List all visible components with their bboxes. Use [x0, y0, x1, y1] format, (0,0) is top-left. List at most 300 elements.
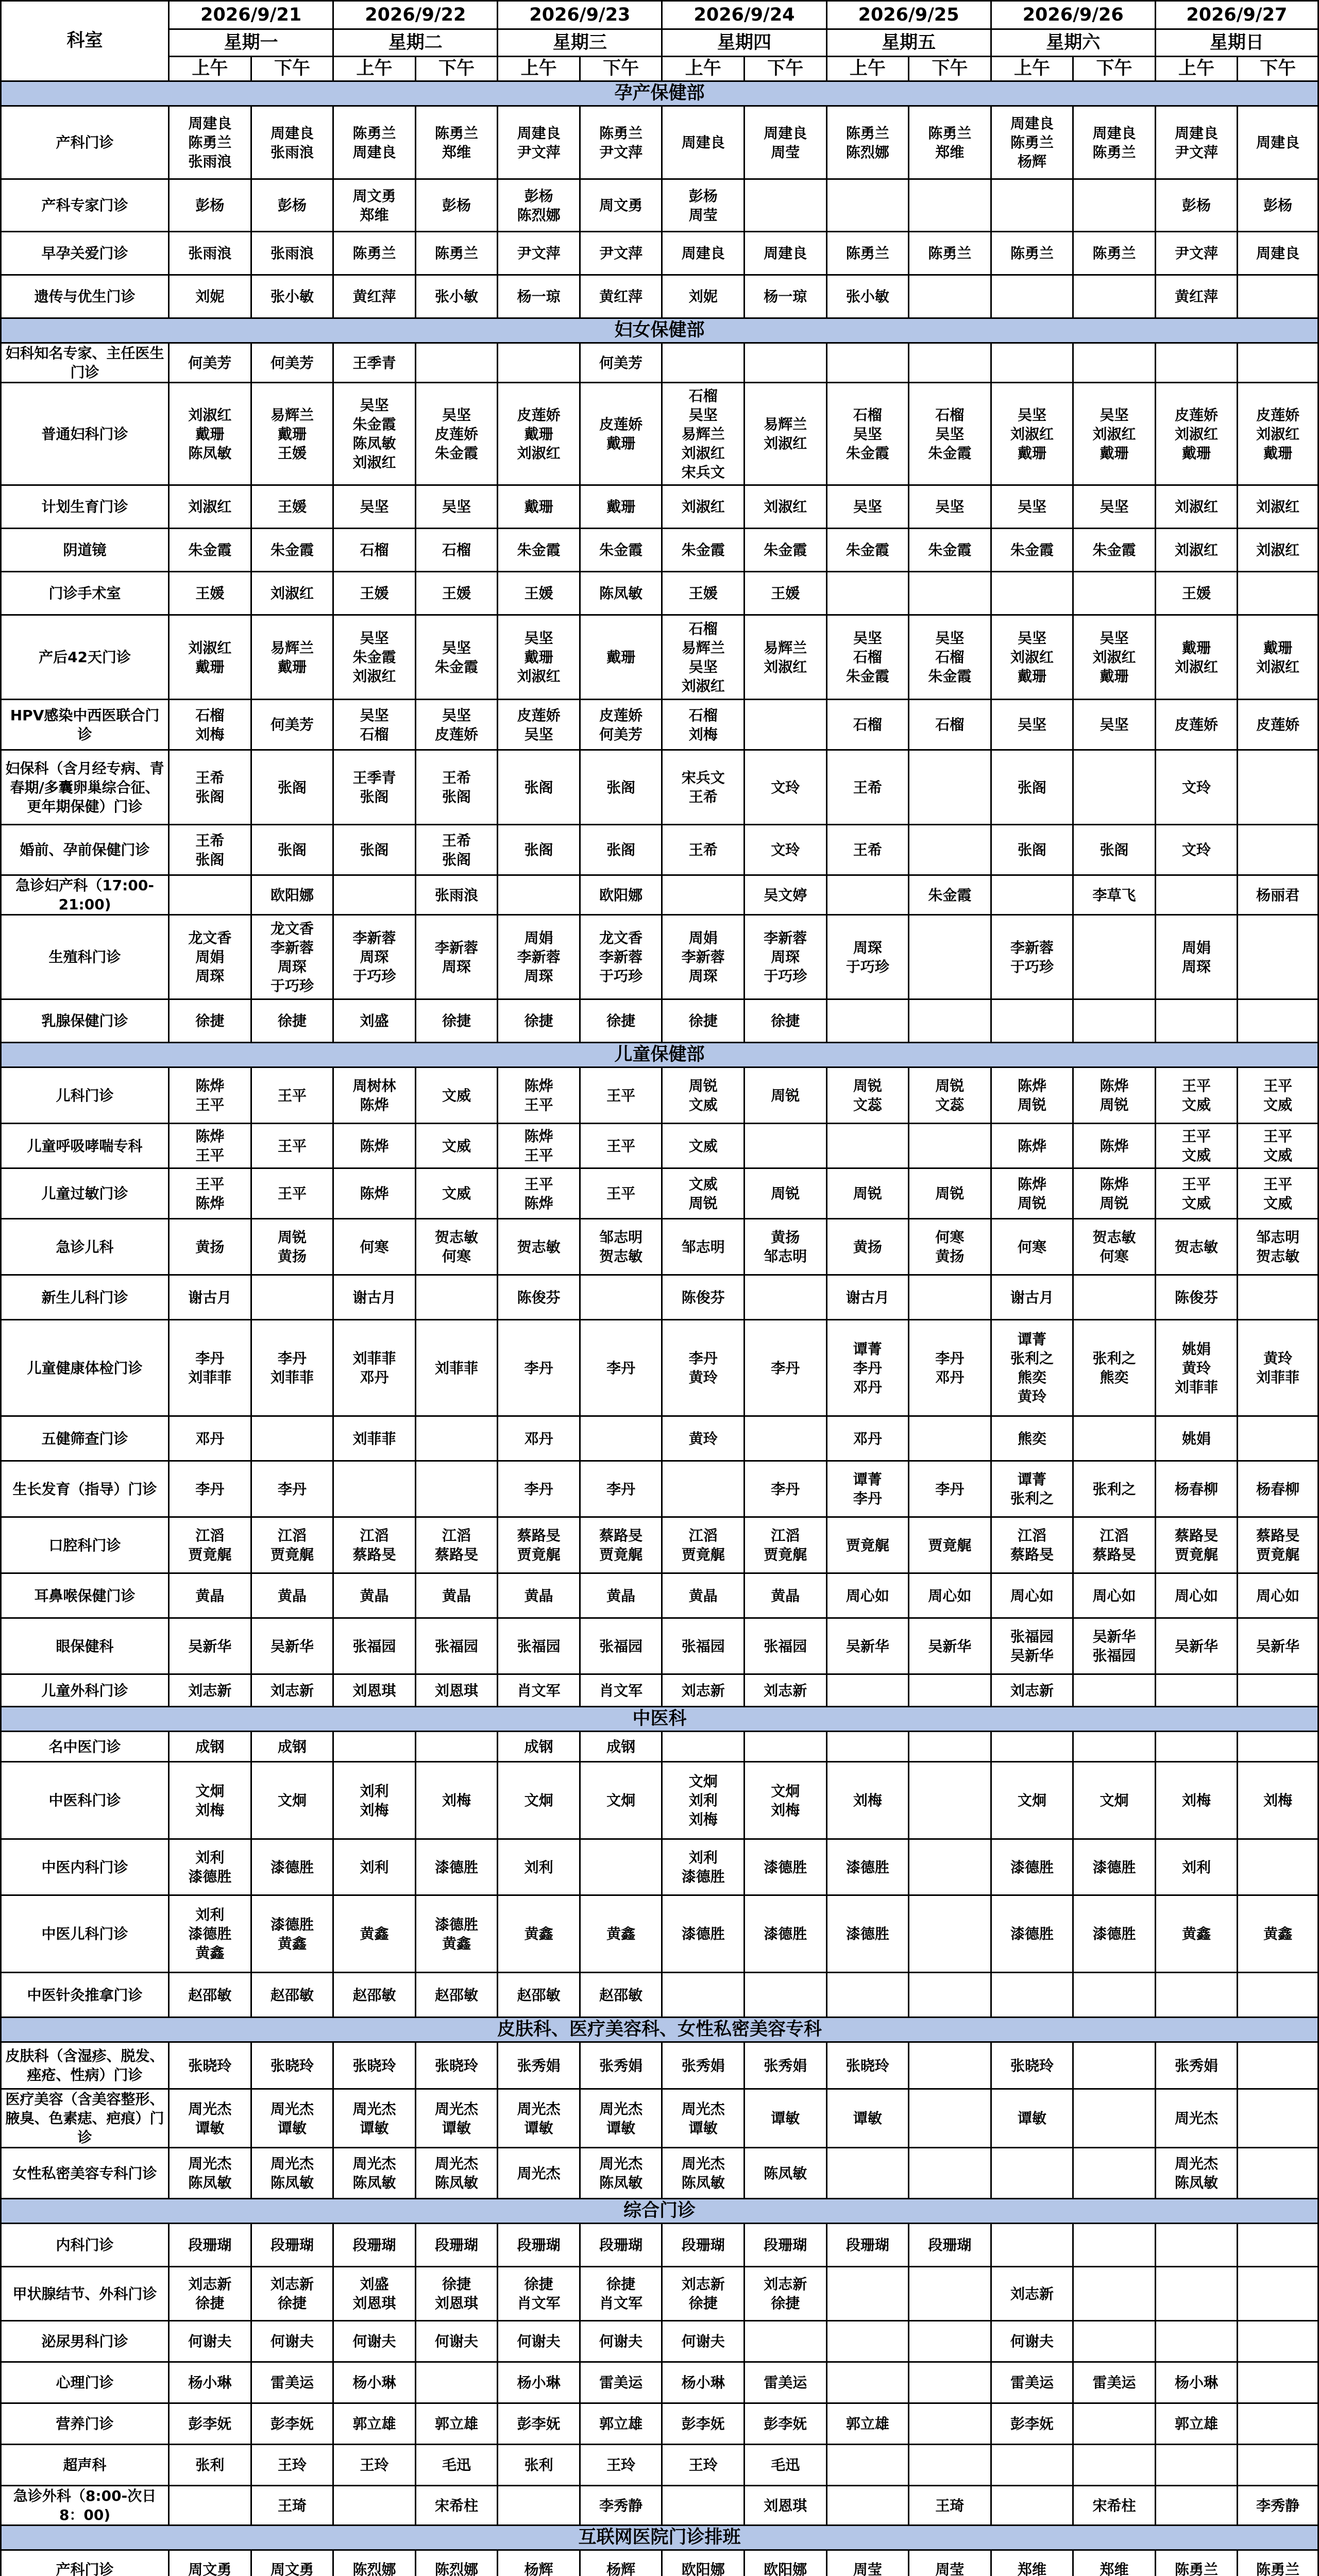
doctor-cell-pm: 吴坚 刘淑红 戴珊: [1073, 383, 1156, 485]
dept-name: 儿童呼吸哮喘专科: [1, 1124, 169, 1168]
doctor-cell-pm: 文威: [415, 1124, 498, 1168]
doctor-cell-am: 张福园: [498, 1618, 580, 1674]
doctor-cell-pm: [1073, 2042, 1156, 2089]
doctor-cell-am: 陈勇兰: [1155, 2550, 1238, 2576]
doctor-cell-am: 周光杰 陈凤敏: [333, 2148, 416, 2199]
doctor-cell-pm: 刘志新 徐捷: [251, 2267, 333, 2321]
doctor-cell-am: 熊奕: [991, 1416, 1073, 1461]
doctor-cell-pm: 李丹: [580, 1461, 662, 1517]
dept-name: 急诊儿科: [1, 1219, 169, 1275]
doctor-cell-pm: 江滔 贾竟艉: [745, 1517, 827, 1573]
section-title: 互联网医院门诊排班: [1, 2526, 1318, 2550]
section-title: 儿童保健部: [1, 1043, 1318, 1067]
doctor-cell-am: 周光杰: [498, 2148, 580, 2199]
doctor-cell-am: 邓丹: [498, 1416, 580, 1461]
dept-name: 甲状腺结节、外科门诊: [1, 2267, 169, 2321]
doctor-cell-pm: [251, 1275, 333, 1320]
doctor-cell-pm: 刘志新: [251, 1674, 333, 1707]
doctor-cell-am: 张雨浪: [169, 232, 251, 275]
doctor-cell-pm: 郭立雄: [580, 2403, 662, 2445]
dept-name: 女性私密美容专科门诊: [1, 2148, 169, 2199]
doctor-cell-pm: [1238, 1275, 1318, 1320]
doctor-cell-am: 漆德胜: [826, 1839, 909, 1895]
doctor-cell-am: 江滔 贾竟艉: [662, 1517, 745, 1573]
doctor-cell-am: [991, 2148, 1073, 2199]
doctor-cell-pm: 徐捷: [251, 999, 333, 1043]
doctor-cell-am: 周文勇 郑维: [333, 179, 416, 232]
table-row: [1, 1067, 1318, 1124]
doctor-cell-am: 漆德胜: [826, 1895, 909, 1973]
doctor-cell-am: [826, 1973, 909, 2018]
doctor-cell-am: 江滔 贾竟艉: [169, 1517, 251, 1573]
doctor-cell-pm: 黄晶: [745, 1573, 827, 1618]
doctor-cell-am: 周建良: [662, 106, 745, 179]
doctor-cell-am: [991, 999, 1073, 1043]
doctor-cell-am: 陈勇兰: [333, 232, 416, 275]
doctor-cell-pm: 易辉兰 刘淑红: [745, 383, 827, 485]
doctor-cell-pm: [1073, 2445, 1156, 2486]
doctor-cell-am: [333, 2486, 416, 2526]
doctor-cell-am: 龙文香 周娟 周琛: [169, 915, 251, 999]
doctor-cell-pm: 文威: [415, 1067, 498, 1124]
doctor-cell-am: 周心如: [1155, 1573, 1238, 1618]
doctor-cell-am: 段珊瑚: [826, 2224, 909, 2267]
doctor-cell-pm: 周光杰 陈凤敏: [580, 2148, 662, 2199]
doctor-cell-am: 周光杰 谭敏: [662, 2089, 745, 2148]
doctor-cell-pm: 雷美运: [580, 2362, 662, 2403]
table-row: [1, 2403, 1318, 2445]
weekday-header: 星期一: [169, 29, 333, 57]
doctor-cell-am: 周文勇: [169, 2550, 251, 2576]
doctor-cell-am: 谭菁 张利之: [991, 1461, 1073, 1517]
doctor-cell-pm: 陈勇兰 郑维: [909, 106, 991, 179]
doctor-cell-pm: 郑维: [1073, 2550, 1156, 2576]
table-row: [1, 1732, 1318, 1762]
doctor-cell-pm: 戴珊: [580, 615, 662, 700]
doctor-cell-pm: 周锐: [745, 1168, 827, 1219]
dept-name: 中医儿科门诊: [1, 1895, 169, 1973]
doctor-cell-pm: [1073, 750, 1156, 825]
doctor-cell-am: 文炯: [991, 1762, 1073, 1839]
pm-header: 下午: [415, 57, 498, 81]
doctor-cell-am: 刘淑红 戴珊: [169, 615, 251, 700]
doctor-cell-pm: 成钢: [580, 1732, 662, 1762]
doctor-cell-am: 周锐: [826, 1168, 909, 1219]
doctor-cell-am: 漆德胜: [662, 1895, 745, 1973]
doctor-cell-pm: 江滔 蔡路旻: [1073, 1517, 1156, 1573]
doctor-cell-pm: [1238, 1674, 1318, 1707]
doctor-cell-am: 吴坚: [826, 485, 909, 529]
doctor-cell-pm: 王平 文威: [1238, 1168, 1318, 1219]
doctor-cell-am: 文炯 刘利 刘梅: [662, 1762, 745, 1839]
doctor-cell-pm: 李丹: [745, 1461, 827, 1517]
dept-name: 中医科门诊: [1, 1762, 169, 1839]
doctor-cell-am: 戴珊 刘淑红: [1155, 615, 1238, 700]
doctor-cell-pm: 王希 张阁: [415, 750, 498, 825]
doctor-cell-am: 黄扬: [169, 1219, 251, 1275]
table-row: [1, 750, 1318, 825]
table-row: [1, 2445, 1318, 2486]
table-row: [1, 2362, 1318, 2403]
doctor-cell-am: 何谢夫: [662, 2321, 745, 2362]
doctor-cell-pm: [909, 915, 991, 999]
doctor-cell-pm: 李新蓉 周琛: [415, 915, 498, 999]
doctor-cell-pm: 石榴 吴坚 朱金霞: [909, 383, 991, 485]
doctor-cell-am: 刘利 漆德胜: [169, 1839, 251, 1895]
doctor-cell-pm: 周建良: [1238, 232, 1318, 275]
doctor-cell-am: 肖文军: [498, 1674, 580, 1707]
doctor-cell-pm: [1238, 572, 1318, 615]
doctor-cell-pm: [1073, 1416, 1156, 1461]
doctor-cell-am: 赵邵敏: [169, 1973, 251, 2018]
doctor-cell-am: 刘梅: [826, 1762, 909, 1839]
doctor-cell-am: 陈勇兰: [991, 232, 1073, 275]
doctor-cell-pm: 周光杰 陈凤敏: [415, 2148, 498, 2199]
doctor-cell-am: 王媛: [1155, 572, 1238, 615]
doctor-cell-am: [991, 875, 1073, 915]
doctor-cell-am: 王季青 张阁: [333, 750, 416, 825]
doctor-cell-am: 徐捷 肖文军: [498, 2267, 580, 2321]
doctor-cell-am: 陈勇兰 陈烈娜: [826, 106, 909, 179]
doctor-cell-pm: 王媛: [745, 572, 827, 615]
doctor-cell-pm: 龙文香 李新蓉 周琛 于巧珍: [251, 915, 333, 999]
doctor-cell-am: 雷美运: [991, 2362, 1073, 2403]
doctor-cell-pm: 张利之 熊奕: [1073, 1320, 1156, 1416]
doctor-cell-pm: 赵邵敏: [580, 1973, 662, 2018]
doctor-cell-pm: 张秀娟: [745, 2042, 827, 2089]
doctor-cell-pm: [909, 2267, 991, 2321]
doctor-cell-pm: [745, 1416, 827, 1461]
doctor-cell-am: [826, 2445, 909, 2486]
date-header: 2026/9/22: [333, 1, 498, 29]
doctor-cell-pm: 漆德胜: [1073, 1839, 1156, 1895]
doctor-cell-pm: [415, 1275, 498, 1320]
doctor-cell-am: [826, 2321, 909, 2362]
table-row: [1, 875, 1318, 915]
doctor-cell-am: 赵邵敏: [498, 1973, 580, 2018]
dept-name: 儿童外科门诊: [1, 1674, 169, 1707]
doctor-cell-am: 黄晶: [498, 1573, 580, 1618]
table-row: [1, 1461, 1318, 1517]
section-title: 孕产保健部: [1, 81, 1318, 106]
dept-name: 超声科: [1, 2445, 169, 2486]
doctor-cell-pm: 吴坚 朱金霞: [415, 615, 498, 700]
table-row: [1, 825, 1318, 875]
doctor-cell-pm: 漆德胜: [1073, 1895, 1156, 1973]
dept-name: 心理门诊: [1, 2362, 169, 2403]
doctor-cell-am: 王玲: [662, 2445, 745, 2486]
doctor-cell-am: [991, 2486, 1073, 2526]
doctor-cell-am: [1155, 2267, 1238, 2321]
doctor-cell-pm: 王媛: [415, 572, 498, 615]
doctor-cell-am: [333, 1732, 416, 1762]
doctor-cell-am: 周建良 陈勇兰 张雨浪: [169, 106, 251, 179]
doctor-cell-am: [1155, 1732, 1238, 1762]
doctor-cell-pm: 段珊瑚: [580, 2224, 662, 2267]
doctor-cell-am: [333, 875, 416, 915]
doctor-cell-am: 杨春柳: [1155, 1461, 1238, 1517]
doctor-cell-am: 彭李妩: [991, 2403, 1073, 2445]
doctor-cell-pm: 徐捷: [415, 999, 498, 1043]
doctor-cell-pm: 陈勇兰 郑维: [415, 106, 498, 179]
doctor-cell-pm: [745, 1732, 827, 1762]
doctor-cell-pm: [909, 1674, 991, 1707]
table-row: [1, 1674, 1318, 1707]
doctor-cell-pm: 李丹: [909, 1461, 991, 1517]
doctor-cell-pm: 毛迅: [415, 2445, 498, 2486]
doctor-cell-pm: 陈烨 周锐: [1073, 1168, 1156, 1219]
doctor-cell-am: 尹文萍: [498, 232, 580, 275]
doctor-cell-pm: 徐捷: [745, 999, 827, 1043]
table-row: [1, 915, 1318, 999]
doctor-cell-pm: 彭李妩: [745, 2403, 827, 2445]
doctor-cell-pm: 蔡路旻 贾竟艉: [1238, 1517, 1318, 1573]
doctor-cell-pm: 张阁: [1073, 825, 1156, 875]
doctor-cell-am: 陈烨 王平: [169, 1067, 251, 1124]
doctor-cell-pm: [1238, 2362, 1318, 2403]
doctor-cell-am: 何寒: [991, 1219, 1073, 1275]
doctor-cell-am: 张阁: [333, 825, 416, 875]
doctor-cell-pm: [1238, 1416, 1318, 1461]
table-row: [1, 1762, 1318, 1839]
doctor-cell-pm: 易辉兰 戴珊 王媛: [251, 383, 333, 485]
doctor-cell-am: 黄鑫: [498, 1895, 580, 1973]
doctor-cell-am: 杨小琳: [1155, 2362, 1238, 2403]
doctor-cell-pm: 张雨浪: [251, 232, 333, 275]
doctor-cell-am: [662, 1973, 745, 2018]
doctor-cell-am: [1155, 875, 1238, 915]
doctor-cell-am: 刘淑红: [1155, 485, 1238, 529]
doctor-cell-pm: [415, 1461, 498, 1517]
doctor-cell-pm: [1238, 1973, 1318, 2018]
header-dept: 科室: [1, 1, 169, 81]
section-header-row: [1, 81, 1318, 106]
date-header: 2026/9/21: [169, 1, 333, 29]
doctor-cell-am: 李丹: [498, 1461, 580, 1517]
section-header-row: [1, 2199, 1318, 2224]
doctor-cell-pm: 李新蓉 周琛 于巧珍: [745, 915, 827, 999]
doctor-cell-am: 刘梅: [1155, 1762, 1238, 1839]
doctor-cell-pm: 刘淑红: [251, 572, 333, 615]
pm-header: 下午: [1073, 57, 1156, 81]
doctor-cell-pm: [909, 1895, 991, 1973]
dept-name: 泌尿男科门诊: [1, 2321, 169, 2362]
doctor-cell-am: 石榴: [826, 700, 909, 750]
doctor-cell-pm: 文玲: [745, 825, 827, 875]
doctor-cell-am: 石榴 吴坚 朱金霞: [826, 383, 909, 485]
doctor-cell-pm: 张阁: [580, 750, 662, 825]
doctor-cell-am: 王媛: [169, 572, 251, 615]
section-header-row: [1, 1707, 1318, 1732]
doctor-cell-pm: [1073, 1732, 1156, 1762]
doctor-cell-pm: 王平: [580, 1124, 662, 1168]
doctor-cell-pm: 漆德胜: [251, 1839, 333, 1895]
doctor-cell-am: [826, 2148, 909, 2199]
doctor-cell-am: 郭立雄: [826, 2403, 909, 2445]
table-row: [1, 343, 1318, 383]
doctor-cell-am: 黄玲: [662, 1416, 745, 1461]
doctor-cell-am: 李新蓉 周琛 于巧珍: [333, 915, 416, 999]
doctor-cell-am: 郑维: [991, 2550, 1073, 2576]
table-row: [1, 179, 1318, 232]
doctor-cell-am: 刘淑红 戴珊 陈凤敏: [169, 383, 251, 485]
doctor-cell-am: 周娟 李新蓉 周琛: [662, 915, 745, 999]
doctor-cell-am: 杨小琳: [662, 2362, 745, 2403]
doctor-cell-am: 刘淑红: [169, 485, 251, 529]
doctor-cell-pm: 王平: [580, 1168, 662, 1219]
doctor-cell-am: 何美芳: [169, 343, 251, 383]
doctor-cell-pm: [745, 1275, 827, 1320]
doctor-cell-am: 邓丹: [826, 1416, 909, 1461]
table-row: [1, 2550, 1318, 2576]
doctor-cell-pm: 郭立雄: [415, 2403, 498, 2445]
doctor-cell-am: [991, 343, 1073, 383]
doctor-cell-am: [662, 343, 745, 383]
date-header: 2026/9/24: [662, 1, 826, 29]
doctor-cell-am: 吴坚 朱金霞 刘淑红: [333, 615, 416, 700]
table-row: [1, 700, 1318, 750]
doctor-cell-am: 石榴 易辉兰 吴坚 刘淑红: [662, 615, 745, 700]
dept-name: 急诊妇产科（17:00-21:00): [1, 875, 169, 915]
doctor-cell-am: 张阁: [498, 750, 580, 825]
doctor-cell-pm: 黄晶: [580, 1573, 662, 1618]
table-row: [1, 2224, 1318, 2267]
doctor-cell-pm: 黄晶: [415, 1573, 498, 1618]
doctor-cell-am: 张秀娟: [1155, 2042, 1238, 2089]
doctor-cell-am: 杨小琳: [498, 2362, 580, 2403]
pm-header: 下午: [909, 57, 991, 81]
doctor-cell-pm: [1238, 2445, 1318, 2486]
doctor-cell-am: [826, 2267, 909, 2321]
doctor-cell-am: [991, 1732, 1073, 1762]
doctor-cell-am: 张阁: [498, 825, 580, 875]
doctor-cell-pm: 张福园: [580, 1618, 662, 1674]
doctor-cell-am: 尹文萍: [1155, 232, 1238, 275]
dept-name: 婚前、孕前保健门诊: [1, 825, 169, 875]
doctor-cell-am: 刘恩琪: [333, 1674, 416, 1707]
doctor-cell-am: 朱金霞: [826, 529, 909, 572]
doctor-cell-am: 黄红萍: [333, 275, 416, 318]
doctor-cell-pm: 文玲: [745, 750, 827, 825]
dept-name: 眼保健科: [1, 1618, 169, 1674]
doctor-cell-am: 张小敏: [826, 275, 909, 318]
section-title: 综合门诊: [1, 2199, 1318, 2224]
dept-name: 营养门诊: [1, 2403, 169, 2445]
doctor-cell-pm: 陈凤敏: [745, 2148, 827, 2199]
doctor-cell-am: 贺志敏: [498, 1219, 580, 1275]
doctor-cell-pm: 周锐: [745, 1067, 827, 1124]
doctor-cell-am: 刘妮: [662, 275, 745, 318]
doctor-cell-pm: 赵邵敏: [415, 1973, 498, 2018]
doctor-cell-am: 张晓玲: [826, 2042, 909, 2089]
doctor-cell-am: [826, 1732, 909, 1762]
am-header: 上午: [662, 57, 745, 81]
doctor-cell-pm: 周心如: [1238, 1573, 1318, 1618]
doctor-cell-am: [826, 999, 909, 1043]
doctor-cell-am: 陈勇兰 周建良: [333, 106, 416, 179]
doctor-cell-am: 王希: [826, 825, 909, 875]
doctor-cell-pm: 欧阳娜: [745, 2550, 827, 2576]
doctor-cell-pm: 刘恩琪: [745, 2486, 827, 2526]
doctor-cell-am: 谢古月: [991, 1275, 1073, 1320]
doctor-cell-am: 何谢夫: [169, 2321, 251, 2362]
doctor-cell-pm: 王平 文威: [1238, 1067, 1318, 1124]
doctor-cell-pm: 戴珊 刘淑红: [1238, 615, 1318, 700]
doctor-cell-am: [991, 2445, 1073, 2486]
weekday-header: 星期三: [498, 29, 662, 57]
doctor-cell-am: 周建良 尹文萍: [498, 106, 580, 179]
section-header-row: [1, 2018, 1318, 2042]
doctor-cell-am: 周光杰 谭敏: [169, 2089, 251, 2148]
doctor-cell-am: 彭杨: [169, 179, 251, 232]
doctor-cell-pm: 刘淑红: [1238, 485, 1318, 529]
doctor-cell-pm: 张晓玲: [415, 2042, 498, 2089]
doctor-cell-am: 徐捷: [498, 999, 580, 1043]
dept-name: 遗传与优生门诊: [1, 275, 169, 318]
doctor-cell-am: 朱金霞: [991, 529, 1073, 572]
doctor-cell-pm: 刘志新 徐捷: [745, 2267, 827, 2321]
doctor-cell-pm: 段珊瑚: [415, 2224, 498, 2267]
doctor-cell-am: 张福园: [333, 1618, 416, 1674]
doctor-cell-am: 王媛: [662, 572, 745, 615]
doctor-cell-pm: [415, 343, 498, 383]
doctor-cell-am: 刘利 漆德胜 黄鑫: [169, 1895, 251, 1973]
dept-name: 口腔科门诊: [1, 1517, 169, 1573]
doctor-cell-am: 彭杨 周莹: [662, 179, 745, 232]
section-title: 皮肤科、医疗美容科、女性私密美容专科: [1, 2018, 1318, 2042]
doctor-cell-pm: [909, 2148, 991, 2199]
doctor-cell-am: 周光杰: [1155, 2089, 1238, 2148]
doctor-cell-pm: 彭李妩: [251, 2403, 333, 2445]
doctor-cell-am: 吴坚: [991, 700, 1073, 750]
doctor-cell-am: 谢古月: [826, 1275, 909, 1320]
doctor-cell-am: 张利: [169, 2445, 251, 2486]
doctor-cell-pm: 朱金霞: [909, 529, 991, 572]
table-row: [1, 1839, 1318, 1895]
doctor-cell-pm: [909, 999, 991, 1043]
doctor-cell-am: 贺志敏: [1155, 1219, 1238, 1275]
doctor-cell-am: 黄鑫: [333, 1895, 416, 1973]
doctor-cell-pm: [1073, 2089, 1156, 2148]
doctor-cell-am: 陈烨 王平: [498, 1124, 580, 1168]
doctor-cell-am: 黄扬: [826, 1219, 909, 1275]
doctor-cell-am: 何谢夫: [333, 2321, 416, 2362]
doctor-cell-pm: 杨春柳: [1238, 1461, 1318, 1517]
table-row: [1, 232, 1318, 275]
doctor-cell-pm: 吴坚: [1073, 485, 1156, 529]
doctor-cell-pm: [909, 1839, 991, 1895]
doctor-cell-am: [662, 1461, 745, 1517]
doctor-cell-am: 张福园 吴新华: [991, 1618, 1073, 1674]
doctor-cell-am: 李丹 黄玲: [662, 1320, 745, 1416]
doctor-cell-am: 姚娟 黄玲 刘菲菲: [1155, 1320, 1238, 1416]
doctor-cell-am: 何谢夫: [498, 2321, 580, 2362]
doctor-cell-am: 陈烨 周锐: [991, 1168, 1073, 1219]
doctor-cell-am: [991, 2224, 1073, 2267]
table-row: [1, 999, 1318, 1043]
doctor-cell-pm: [1073, 915, 1156, 999]
table-row: [1, 275, 1318, 318]
doctor-cell-am: [826, 572, 909, 615]
doctor-cell-pm: 陈凤敏: [580, 572, 662, 615]
doctor-cell-am: 文玲: [1155, 750, 1238, 825]
doctor-cell-am: 周建良 陈勇兰 杨辉: [991, 106, 1073, 179]
doctor-cell-am: 陈俊芬: [498, 1275, 580, 1320]
doctor-cell-pm: 彭杨: [251, 179, 333, 232]
doctor-cell-am: 刘志新 徐捷: [662, 2267, 745, 2321]
table-row: [1, 1973, 1318, 2018]
doctor-cell-pm: 陈勇兰: [415, 232, 498, 275]
